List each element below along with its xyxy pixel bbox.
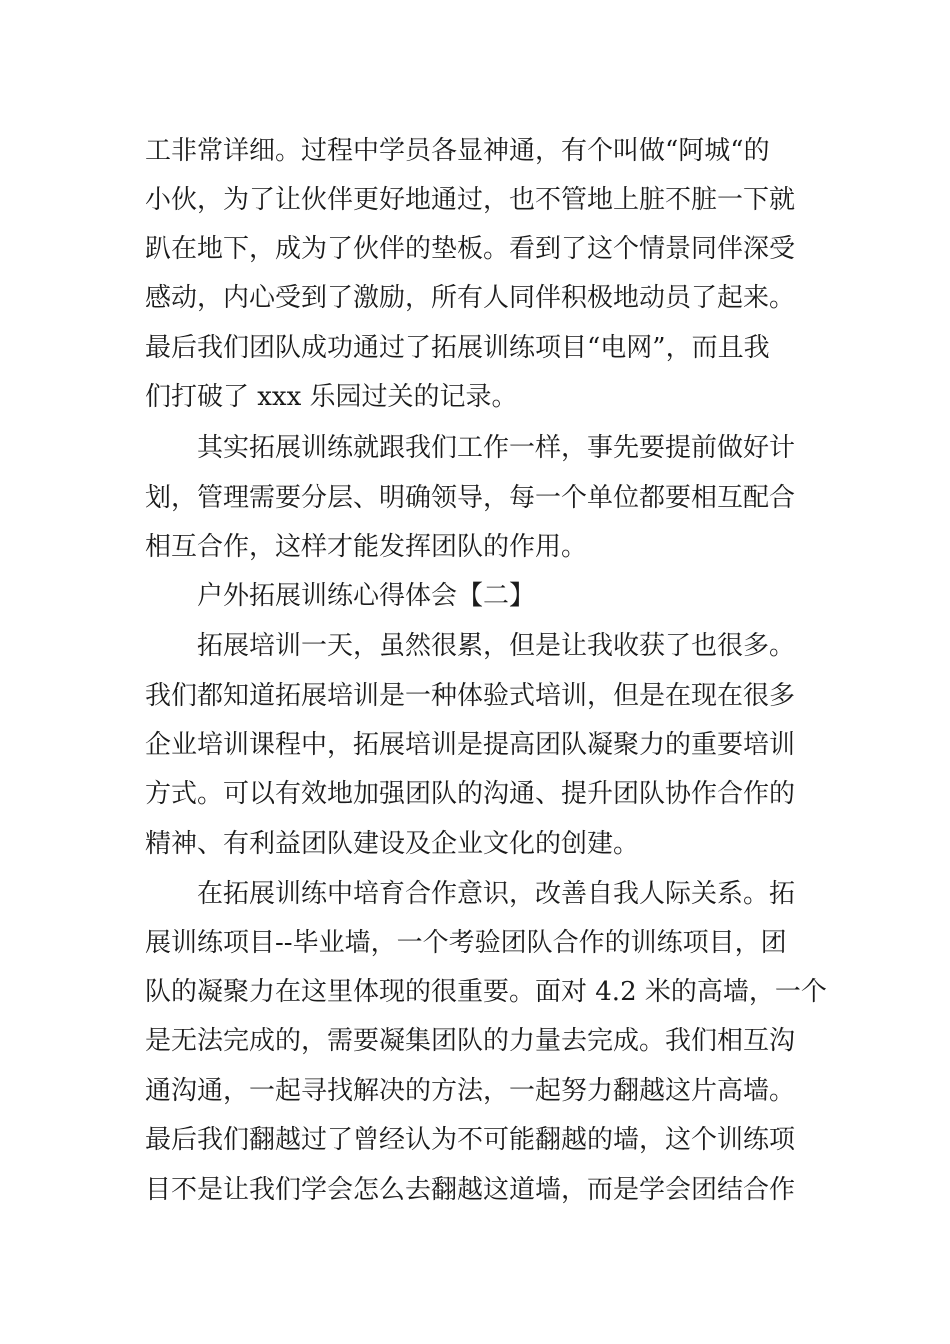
- body-text-line: 感动，内心受到了激励，所有人同伴积极地动员了起来。: [145, 283, 796, 313]
- body-text-line: 方式。可以有效地加强团队的沟通、提升团队协作合作的: [145, 779, 796, 809]
- paragraph-first-line: 拓展培训一天，虽然很累，但是让我收获了也很多。: [197, 631, 796, 661]
- body-text-line: 目不是让我们学会怎么去翻越这道墙，而是学会团结合作: [145, 1175, 796, 1205]
- body-text-line: 队的凝聚力在这里体现的很重要。面对 4.2 米的高墙，一个: [145, 977, 827, 1007]
- body-text-line: 通沟通，一起寻找解决的方法，一起努力翻越这片高墙。: [145, 1076, 796, 1106]
- body-text-line: 相互合作，这样才能发挥团队的作用。: [145, 532, 588, 562]
- body-text-line: 是无法完成的，需要凝集团队的力量去完成。我们相互沟: [145, 1026, 796, 1056]
- body-text-line: 企业培训课程中，拓展培训是提高团队凝聚力的重要培训: [145, 730, 796, 760]
- body-text-line: 最后我们团队成功通过了拓展训练项目“电网”，而且我: [145, 333, 770, 363]
- body-text-line: 们打破了 xxx 乐园过关的记录。: [145, 382, 518, 412]
- paragraph-first-line: 在拓展训练中培育合作意识，改善自我人际关系。拓: [197, 879, 796, 909]
- body-text-line: 精神、有利益团队建设及企业文化的创建。: [145, 829, 640, 859]
- body-text-line: 最后我们翻越过了曾经认为不可能翻越的墙，这个训练项: [145, 1125, 796, 1155]
- paragraph-first-line: 其实拓展训练就跟我们工作一样，事先要提前做好计: [197, 433, 796, 463]
- section-heading: 户外拓展训练心得体会【二】: [197, 581, 536, 611]
- body-text-line: 划，管理需要分层、明确领导，每一个单位都要相互配合: [145, 483, 796, 513]
- body-text-line: 展训练项目--毕业墙，一个考验团队合作的训练项目，团: [145, 928, 787, 958]
- body-text-line: 小伙，为了让伙伴更好地通过，也不管地上脏不脏一下就: [145, 185, 796, 215]
- body-text-line: 趴在地下，成为了伙伴的垫板。看到了这个情景同伴深受: [145, 234, 796, 264]
- body-text-line: 工非常详细。过程中学员各显神通，有个叫做“阿城“的: [145, 136, 770, 166]
- body-text-line: 我们都知道拓展培训是一种体验式培训，但是在现在很多: [145, 681, 796, 711]
